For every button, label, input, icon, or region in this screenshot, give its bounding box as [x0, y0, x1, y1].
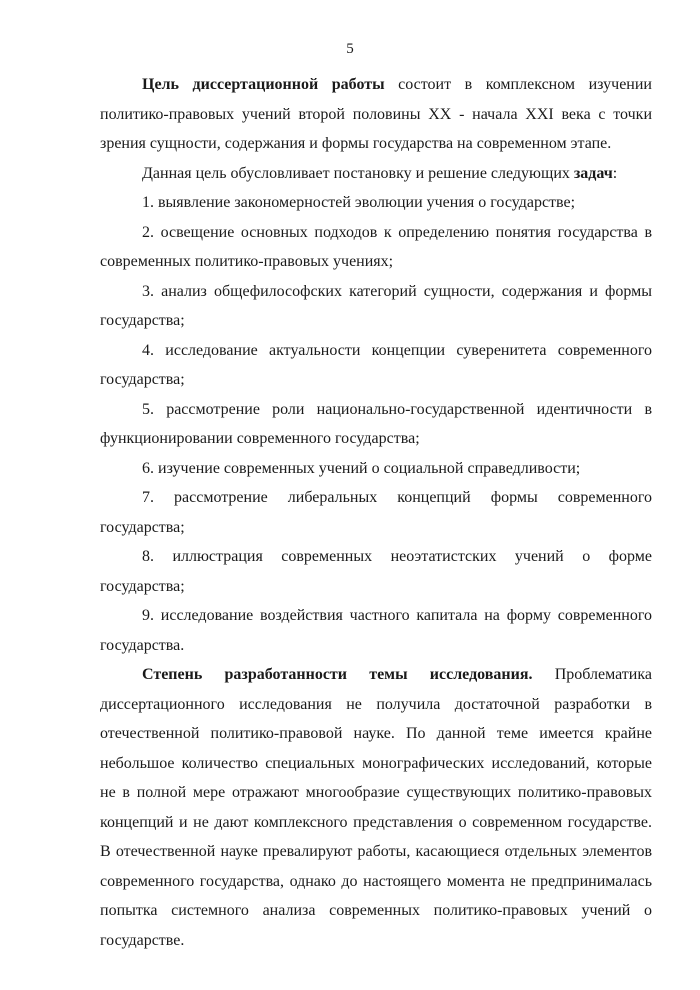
tasks-intro-bold: задач — [573, 164, 613, 182]
task-item-8: 8. иллюстрация современных неоэтатистских учений о форме государства; — [100, 548, 652, 595]
task-item-3: 3. анализ общефилософских категорий сущности, содержания и формы государства; — [100, 282, 652, 329]
task-item-1: 1. выявление закономерностей эволюции учения о государстве; — [142, 194, 576, 211]
goal-paragraph — [100, 70, 652, 159]
degree-lead: Степень разработанности темы исследования. — [142, 666, 533, 683]
tasks-intro-paragraph — [100, 159, 652, 189]
task-item-6: 6. изучение современных учений о социальной справедливости; — [142, 459, 581, 477]
task-item-7: 7. рассмотрение либеральных концепций формы современного государства; — [100, 489, 652, 536]
document-body — [100, 70, 652, 955]
tasks-intro-text: Данная цель обусловливает постановку и решение следующих — [142, 164, 574, 182]
goal-lead: Цель диссертационной работы — [142, 76, 385, 93]
tasks-intro-end: : — [612, 164, 618, 182]
task-item-5: 5. рассмотрение роли национально-государственной идентичности в функционировании современного государства; — [100, 400, 652, 447]
page-number: 5 — [346, 41, 354, 57]
degree-text: Проблематика диссертационного исследования не получила достаточной разработки в отечественной политико-правовой науке. По данной теме имеется крайне небольшое количество специальных монографических исследований, которые не в полной мере отражают многообразие существующих политико-правовых концепций и не дают комплексного представления о современном государстве. В отечественной науке превалируют работы, касающиеся отдельных элементов современного государства, однако до настоящего момента не предпринималась попытка системного анализа современных политико-правовых учений о государстве. — [100, 666, 652, 949]
task-item-9: 9. исследование воздействия частного капитала на форму современного государства. — [100, 607, 652, 654]
degree-paragraph — [100, 660, 652, 955]
task-item-2: 2. освещение основных подходов к определению понятия государства в современных политико-правовых учениях; — [100, 223, 652, 270]
goal-text: состоит в комплексном изучении политико-правовых учений второй половины XX - начала XXI века с точки зрения сущности, содержания и формы государства на современном этапе. — [100, 76, 652, 152]
task-item-4: 4. исследование актуальности концепции суверенитета современного государства; — [100, 341, 652, 388]
